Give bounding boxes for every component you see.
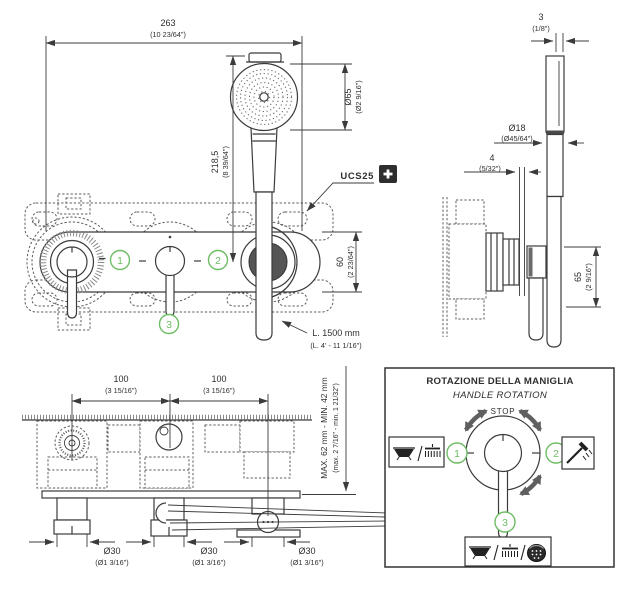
dim-4-mm: 4 [489,153,495,163]
plate-edge [42,491,300,498]
handshower-head [231,53,298,131]
dim-100R-mm: 100 [211,374,227,384]
rotation-2-number: 2 [553,448,559,460]
dim-hole3-in: (Ø1 3/16") [290,558,324,567]
dim-3-in: (1/8") [532,24,550,33]
handshower-head-icon [528,545,546,562]
bracket-code-label: UCS25 [340,171,374,182]
handle-2-bottom [237,498,300,537]
rotation-position-3 [495,512,515,532]
rough-valve-body [37,421,294,488]
dim-plate-mm: 60 [335,256,345,268]
front-view [25,18,397,350]
rail-side [546,56,564,197]
dim-depth-range [302,366,356,495]
bottom-view [22,366,386,567]
rotation-title-en: HANDLE ROTATION [452,390,548,401]
handle-3-number: 3 [166,318,172,331]
handle-1-bottom [54,498,90,534]
handshower-icon [562,437,594,469]
dim-hole1-mm: Ø30 [103,546,121,556]
dim-18-in: (Ø45/64") [501,134,533,143]
finished-wall-line [22,417,312,420]
dim-65-mm: 65 [573,271,583,283]
wall-section [443,197,486,337]
dim-hole-1 [29,534,129,567]
dim-4-in: (5/32") [479,164,501,173]
all-outlets-icon [465,537,551,566]
dim-hole3-mm: Ø30 [298,546,316,556]
bracket-callout [307,165,397,211]
dim-head-mm: Ø65 [343,88,353,106]
dim-height-in: (8 39/64") [221,146,230,178]
dim-rail-thickness [464,153,541,173]
rotation-position-1 [447,443,467,463]
dim-hole1-in: (Ø1 3/16") [95,558,129,567]
dim-65-in: (2 9/16") [584,263,593,291]
dim-hole-3 [224,537,324,567]
handle-position-1 [111,251,130,270]
diverter-lever [166,270,174,316]
hose-length-callout [282,321,362,350]
dim-head-in: (Ø2 9/16") [354,80,363,114]
dim-head-diameter [290,64,363,130]
hose-length-in: (L. 4' - 11 1/16") [310,341,362,350]
rotation-3-number: 3 [502,517,508,529]
knob-side [527,246,546,278]
side-view [443,12,601,347]
trim-rings-side [486,233,519,291]
rotation-title-it: ROTAZIONE DELLA MANIGLIA [426,376,574,387]
dim-100L-mm: 100 [113,374,129,384]
handle-position-3 [160,315,179,334]
dim-plate-in: (2 23/64") [346,246,355,278]
hose-length-mm: L. 1500 mm [312,328,360,338]
handle-position-2 [209,251,228,270]
handle-1-number: 1 [117,254,123,267]
dim-rail-diameter [494,123,584,143]
escutcheon-edge [520,167,525,296]
dim-hole2-in: (Ø1 3/16") [192,558,226,567]
dim-handle-height [564,247,601,307]
plus-icon [379,165,397,183]
handle-2-number: 2 [215,254,221,267]
dim-plate-height [322,232,362,292]
handle-3-bottom [151,498,187,536]
dim-hole2-mm: Ø30 [200,546,218,556]
dim-100R-in: (3 15/16") [203,386,235,395]
dim-3-mm: 3 [538,12,544,22]
dim-depth-mm: MAX. 62 mm - MIN. 42 mm [319,377,329,479]
dim-18-mm: Ø18 [508,123,526,133]
dim-width-mm: 263 [160,18,176,28]
rotation-1-number: 1 [454,448,460,460]
dim-width-in: (10 23/64") [150,30,186,39]
dim-depth-in: (max. 2 7/16" - min. 1 21/32") [333,383,340,473]
dim-100L-in: (3 15/16") [105,386,137,395]
dim-height-mm: 218,5 [210,150,220,174]
bathtub-shower-icon [389,437,444,467]
dim-hole-2 [126,536,226,567]
stop-label: STOP [490,407,516,416]
dim-plate-thickness [531,12,589,52]
rotation-box [385,368,614,567]
